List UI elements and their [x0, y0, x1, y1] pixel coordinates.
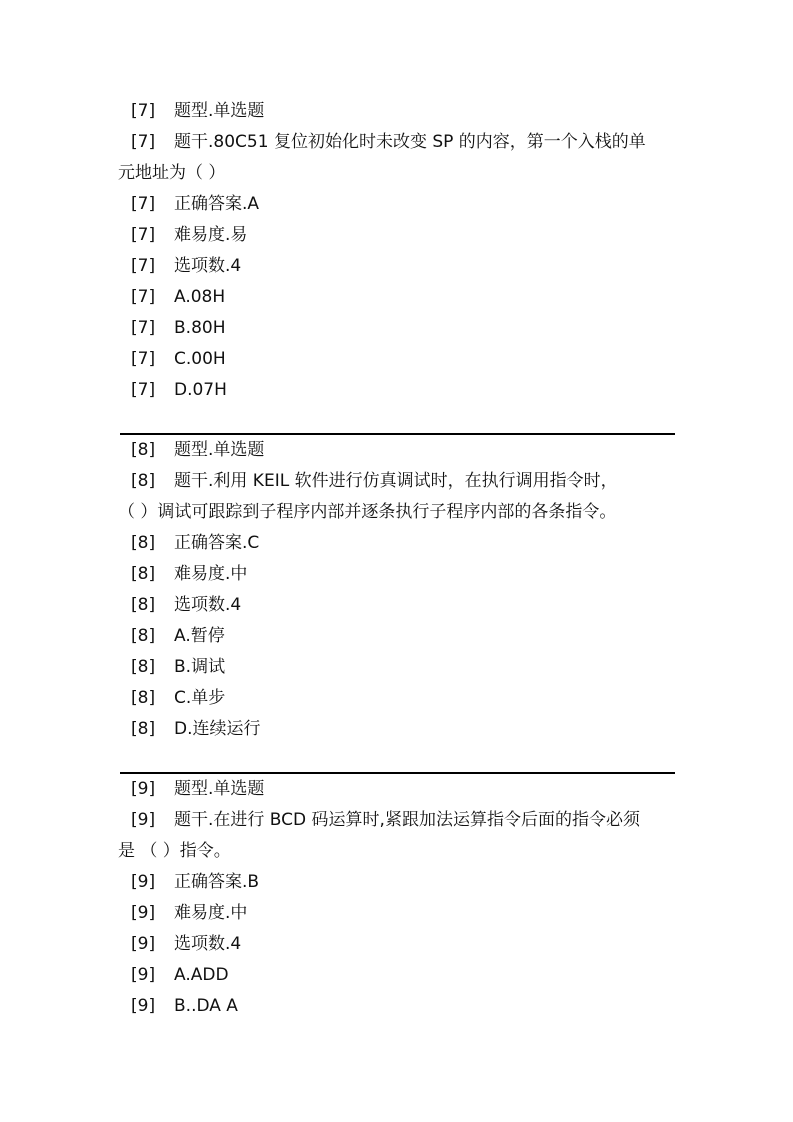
question-number: [7] [131, 380, 156, 400]
question-stem [120, 805, 675, 867]
question-number: [7] [131, 194, 156, 214]
option-row [120, 991, 675, 1022]
difficulty: 难易度.中 [174, 564, 248, 584]
question-type: 题型.单选题 [174, 779, 265, 799]
question-stem-line-1: 题干.利用 KEIL 软件进行仿真调试时，在执行调用指令时， [174, 471, 618, 491]
question-stem-line-2: 是 （ ）指令。 [118, 841, 231, 861]
question-number: [8] [131, 440, 156, 460]
option-count: 选项数.4 [174, 256, 242, 276]
option-b: B..DA A [174, 996, 238, 1016]
question-number: [9] [131, 934, 156, 954]
question-block-8 [120, 435, 675, 745]
question-number: [9] [131, 810, 156, 830]
option-count: 选项数.4 [174, 595, 242, 615]
question-number: [9] [131, 872, 156, 892]
option-row [120, 282, 675, 313]
question-type-row [120, 96, 675, 127]
question-number: [9] [131, 996, 156, 1016]
option-row [120, 714, 675, 745]
correct-answer: 正确答案.A [174, 194, 260, 214]
question-number: [7] [131, 318, 156, 338]
question-number: [8] [131, 564, 156, 584]
question-type-row [120, 774, 675, 805]
question-stem-line-1: 题干.在进行 BCD 码运算时,紧跟加法运算指令后面的指令必须 [174, 810, 640, 830]
question-type: 题型.单选题 [174, 440, 265, 460]
question-stem-line-2: 元地址为（ ） [118, 163, 226, 183]
question-number: [7] [131, 101, 156, 121]
question-number: [7] [131, 225, 156, 245]
question-number: [7] [131, 256, 156, 276]
question-number: [7] [131, 349, 156, 369]
option-row [120, 344, 675, 375]
option-c: C.00H [174, 349, 226, 369]
option-count-row [120, 251, 675, 282]
question-number: [9] [131, 965, 156, 985]
question-stem-line-2: （ ）调试可跟踪到子程序内部并逐条执行子程序内部的各条指令。 [118, 502, 617, 522]
option-b: B.80H [174, 318, 226, 338]
question-stem [120, 127, 675, 189]
answer-row [120, 189, 675, 220]
correct-answer: 正确答案.C [174, 533, 260, 553]
option-b: B.调试 [174, 657, 226, 677]
option-row [120, 683, 675, 714]
option-a: A.08H [174, 287, 226, 307]
question-number: [8] [131, 626, 156, 646]
option-row [120, 313, 675, 344]
question-type-row [120, 435, 675, 466]
option-a: A.ADD [174, 965, 229, 985]
question-number: [7] [131, 132, 156, 152]
difficulty: 难易度.易 [174, 225, 248, 245]
question-number: [8] [131, 657, 156, 677]
question-block-9 [120, 774, 675, 1022]
difficulty: 难易度.中 [174, 903, 248, 923]
option-count: 选项数.4 [174, 934, 242, 954]
question-number: [8] [131, 533, 156, 553]
question-stem-line-1: 题干.80C51 复位初始化时未改变 SP 的内容，第一个入栈的单 [174, 132, 646, 152]
option-d: D.07H [174, 380, 227, 400]
question-number: [9] [131, 903, 156, 923]
difficulty-row [120, 559, 675, 590]
question-block-7 [120, 96, 675, 406]
option-a: A.暂停 [174, 626, 225, 646]
question-number: [9] [131, 779, 156, 799]
option-row [120, 960, 675, 991]
question-number: [8] [131, 471, 156, 491]
answer-row [120, 867, 675, 898]
question-type: 题型.单选题 [174, 101, 265, 121]
question-number: [8] [131, 688, 156, 708]
answer-row [120, 528, 675, 559]
question-number: [8] [131, 595, 156, 615]
option-row [120, 375, 675, 406]
question-stem [120, 466, 675, 528]
difficulty-row [120, 898, 675, 929]
question-number: [8] [131, 719, 156, 739]
question-number: [7] [131, 287, 156, 307]
option-count-row [120, 929, 675, 960]
option-d: D.连续运行 [174, 719, 261, 739]
option-row [120, 652, 675, 683]
option-row [120, 621, 675, 652]
difficulty-row [120, 220, 675, 251]
option-c: C.单步 [174, 688, 226, 708]
correct-answer: 正确答案.B [174, 872, 260, 892]
option-count-row [120, 590, 675, 621]
